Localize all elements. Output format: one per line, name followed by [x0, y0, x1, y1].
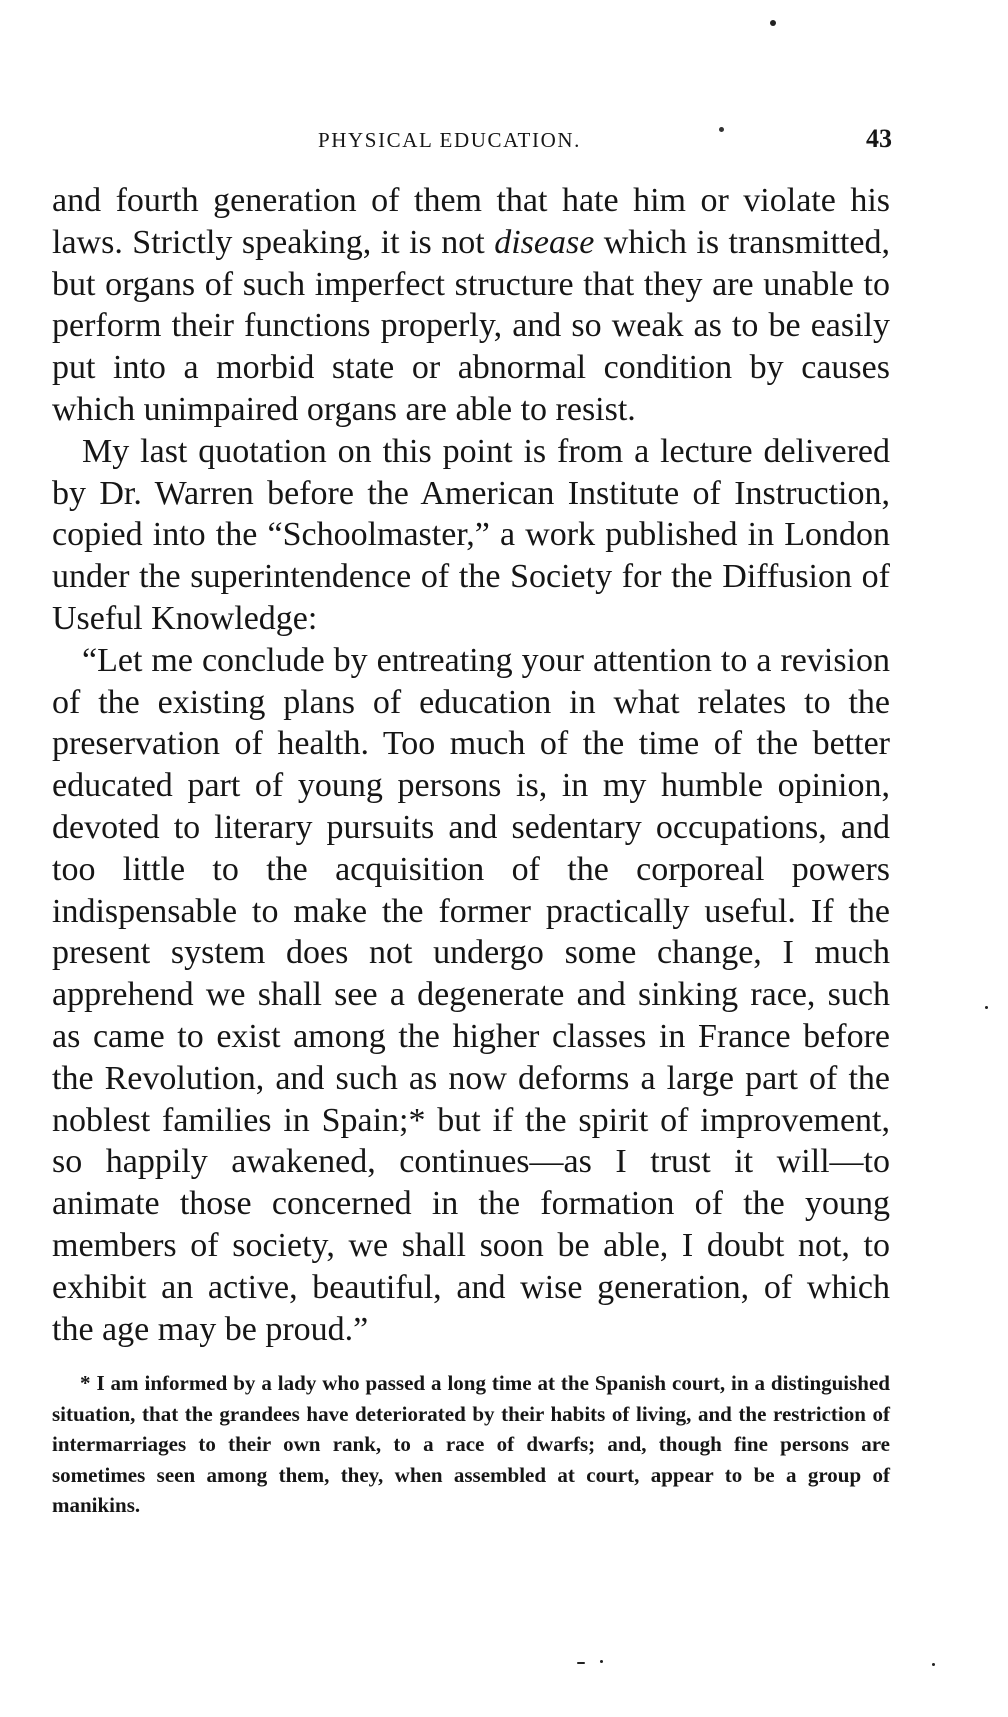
paragraph-1-text-rest: which is transmitted, but organs of such imperfect structure that they are unable to perform their functions properly, and so weak as to be easily put into a morbid state or abnormal condition by causes which unimpaired organs are able to resist. — [52, 223, 890, 428]
scan-speck — [932, 1663, 935, 1666]
scan-speck — [985, 1006, 988, 1009]
paragraph-3-quotation: “Let me conclude by entreating your attention to a revision of the existing plans of education in what relates to the preservation of health. Too much of the time of the better educated part of young persons is, in my humble opinion, devoted to literary pursuits and sedentary occupations, and too little to the acquisition of the corporeal powers indispensable to make the former practically useful. If the present system does not undergo some change, I much apprehend we shall see a degenerate and sinking race, such as came to exist among the higher classes in France before the Revolution, and such as now deforms a large part of the noblest families in Spain;* but if the spirit of improvement, so happily awakened, continues—as I trust it will—to animate those concerned in the formation of the young members of society, we shall soon be able, I doubt not, to exhibit an active, beautiful, and wise generation, of which the age may be proud.” — [52, 641, 890, 1348]
scan-speck — [600, 1660, 603, 1663]
footnote: * I am informed by a lady who passed a long time at the Spanish court, in a distinguished situation, that the grandees have deteriorated by their habits of living, and the restriction of intermarriages to their own rank, to a race of dwarfs; and, though fine persons are sometimes seen among them, they, when assembled at court, appear to be a group of manikins. — [52, 1371, 890, 1517]
emphasis-disease: disease — [494, 223, 595, 261]
scan-speck — [577, 1662, 585, 1664]
page-number: 43 — [866, 124, 892, 153]
scan-speck — [770, 20, 776, 26]
header-dot — [719, 127, 724, 132]
paragraph-1 — [52, 180, 890, 431]
running-head: PHYSICAL EDUCATION. — [318, 128, 581, 152]
page-header — [318, 124, 892, 158]
paragraph-1-text: and fourth generation of them that hate him or violate his laws. Strictly speaking, it is not — [52, 182, 890, 261]
body-text — [52, 180, 890, 1350]
paragraph-2: My last quotation on this point is from a lecture delivered by Dr. Warren before the American Institute of Instruction, copied into the “Schoolmaster,” a work published in London under the superintendence of the Society for the Diffusion of Useful Knowledge: — [52, 432, 890, 637]
